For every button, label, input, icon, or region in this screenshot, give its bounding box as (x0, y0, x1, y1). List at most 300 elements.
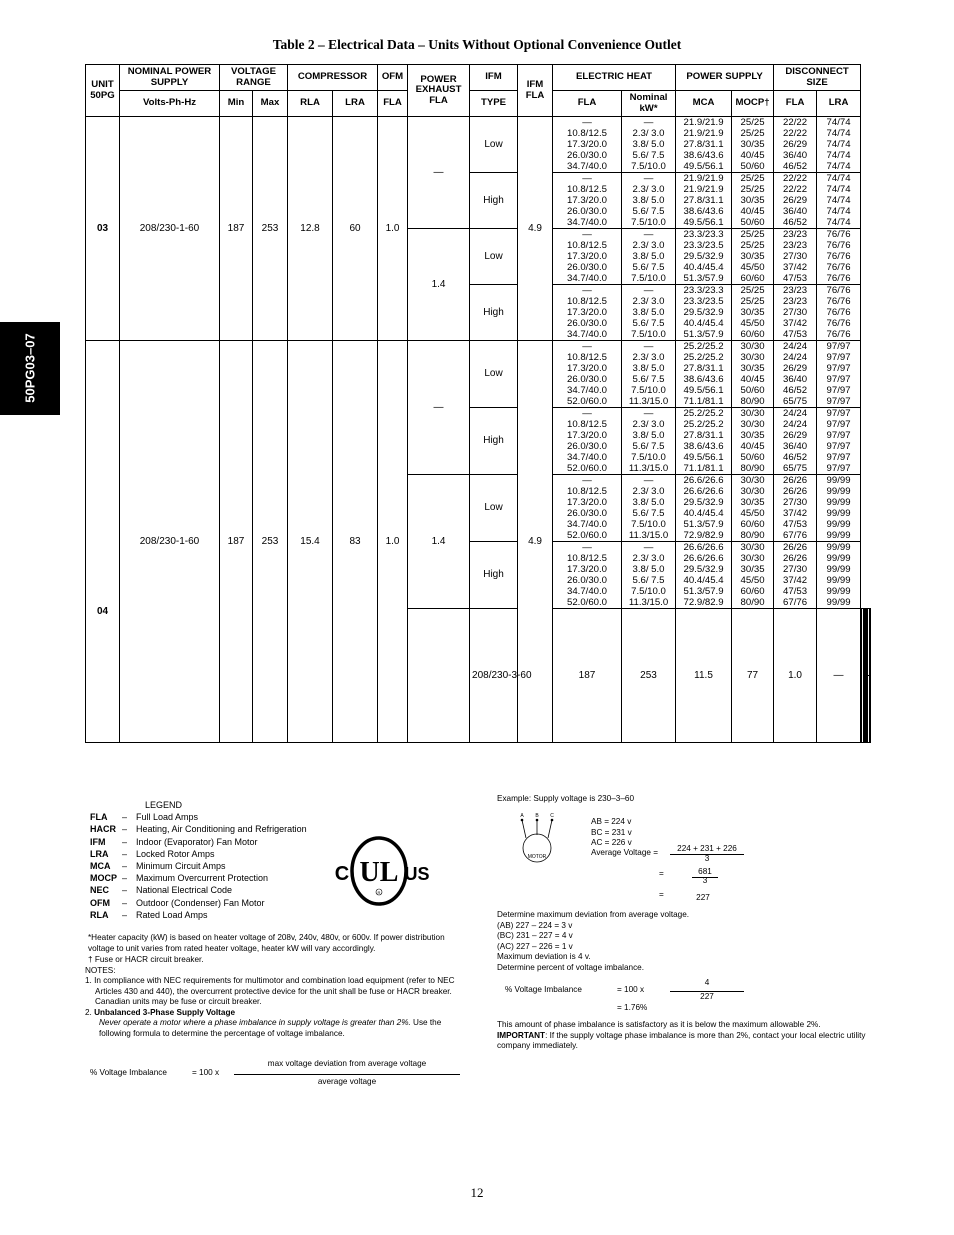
legend-dash: – (122, 897, 128, 908)
mca-cell: 27.8/31.1 (676, 363, 732, 374)
ds-fla-cell: 24/24 (774, 352, 817, 363)
side-tab (0, 322, 60, 415)
ds-fla-cell: 24/24 (774, 419, 817, 430)
ds-fla-cell: 37/42 (774, 262, 817, 273)
legend (90, 799, 307, 921)
motor-diagram (512, 810, 562, 865)
mca-cell: 49.5/56.1 (676, 452, 732, 463)
legend-dash: – (122, 909, 128, 920)
imbalance-label: % Voltage Imbalance (505, 985, 582, 994)
ofm-fla-cell: 1.0 (378, 117, 408, 341)
ds-lra-cell: 74/74 (817, 117, 861, 129)
ds-lra-cell (869, 709, 870, 720)
mca-cell: 23.3/23.3 (676, 229, 732, 241)
mocp-cell: 60/60 (732, 586, 774, 597)
eh-fla-cell: — (553, 475, 622, 487)
max-cell: 253 (253, 341, 288, 743)
legend-item (90, 897, 307, 909)
page-number: 12 (470, 1185, 484, 1200)
mocp-cell: 45/50 (732, 575, 774, 586)
legend-item (90, 909, 307, 921)
note-2-num: 2. (85, 1007, 92, 1017)
legend-text: Maximum Overcurrent Protection (136, 873, 269, 884)
ds-fla-cell: 27/30 (774, 251, 817, 262)
ds-fla-cell: 22/22 (774, 184, 817, 195)
mocp-cell: 50/60 (732, 161, 774, 173)
mca-cell: 26.6/26.6 (676, 542, 732, 554)
step-6: Determine percent of voltage imbalance. (497, 962, 644, 972)
imbalance-eq: = 100 x (617, 985, 645, 994)
eh-kw-cell: 3.8/ 5.0 (622, 251, 676, 262)
legend-dash: – (122, 812, 128, 823)
eh-fla-cell: — (553, 229, 622, 241)
eh-fla-cell: 17.3/20.0 (553, 139, 622, 150)
eh-fla-cell: 34.7/40.0 (553, 586, 622, 597)
eh-kw-cell: 5.6/ 7.5 (622, 206, 676, 217)
ifm-type-cell: High (470, 542, 518, 609)
ds-lra-cell: 74/74 (817, 161, 861, 173)
legend-dash: – (122, 873, 128, 884)
rla-cell: 12.8 (288, 117, 333, 341)
ifm-type-cell: Low (470, 341, 518, 408)
example-ac: AC = 226 v (591, 838, 632, 847)
supply-cell: 208/230-3-60 (470, 609, 518, 743)
conclusion (497, 1020, 877, 1052)
eh-kw-cell: 3.8/ 5.0 (622, 564, 676, 575)
mca-cell: 51.3/57.9 (676, 519, 732, 530)
ds-fla-cell: 46/52 (774, 385, 817, 396)
side-tab-label: 50PG03–07 (22, 333, 38, 403)
power-exhaust-cell: 1.4 (408, 475, 470, 609)
eh-fla-cell: 52.0/60.0 (553, 396, 622, 408)
note-heater: *Heater capacity (kW) is based on heater voltage of 208v, 240v, 480v, or 600v. If power distribution voltage to unit varies from rated heater voltage, heater kW will vary accordingly. (88, 933, 445, 953)
legend-item (90, 836, 307, 848)
ds-fla-cell: 37/42 (774, 508, 817, 519)
max-cell: 253 (253, 117, 288, 341)
eh-fla-cell: 17.3/20.0 (553, 307, 622, 318)
eh-kw-cell: 7.5/10.0 (622, 385, 676, 396)
legend-text: Rated Load Amps (136, 909, 208, 920)
mca-cell: 25.2/25.2 (676, 408, 732, 420)
legend-text: Full Load Amps (136, 812, 199, 823)
mca-cell: 21.9/21.9 (676, 128, 732, 139)
note-2-italic: Never operate a motor where a phase imbalance in supply voltage is greater than 2%. (99, 1018, 411, 1027)
ds-lra-cell (869, 620, 870, 631)
example-ab: AB = 224 v (591, 817, 632, 826)
eh-kw-cell: 2.3/ 3.0 (622, 184, 676, 195)
ds-lra-cell: 97/97 (817, 408, 861, 420)
mca-cell: 26.6/26.6 (676, 475, 732, 487)
unit-cell (408, 609, 470, 743)
eh-fla-cell: 34.7/40.0 (553, 161, 622, 173)
step-2: (AB) 227 – 224 = 3 v (497, 920, 573, 930)
mocp-cell: 60/60 (732, 519, 774, 530)
legend-abbr: RLA (90, 909, 109, 920)
ds-lra-cell (869, 731, 870, 743)
th-ofm: OFM (378, 65, 408, 91)
mocp-cell: 45/50 (732, 262, 774, 273)
eh-kw-cell: 3.8/ 5.0 (622, 195, 676, 206)
legend-text: Outdoor (Condenser) Fan Motor (136, 897, 265, 908)
ds-lra-cell: 74/74 (817, 195, 861, 206)
mocp-cell: 30/30 (732, 553, 774, 564)
mca-cell: 40.4/45.4 (676, 262, 732, 273)
mca-cell: 40.4/45.4 (676, 508, 732, 519)
conclusion-1: This amount of phase imbalance is satisfactory as it is below the maximum allowable 2%. (497, 1020, 821, 1029)
eh-kw-cell: 3.8/ 5.0 (622, 497, 676, 508)
mca-cell: 27.8/31.1 (676, 195, 732, 206)
eh-fla-cell: 10.8/12.5 (553, 419, 622, 430)
formula-eq: = 100 x (192, 1068, 220, 1077)
ds-fla-cell: 24/24 (774, 408, 817, 420)
mca-cell: 40.4/45.4 (676, 318, 732, 329)
mca-cell: 40.4/45.4 (676, 575, 732, 586)
mca-cell: 49.5/56.1 (676, 161, 732, 173)
avg-eq2: = (659, 890, 664, 899)
mca-cell: 25.2/25.2 (676, 341, 732, 353)
eh-kw-cell: 5.6/ 7.5 (622, 508, 676, 519)
ds-lra-cell: 99/99 (817, 553, 861, 564)
ds-fla-cell: 47/53 (774, 329, 817, 341)
formula-label: % Voltage Imbalance (90, 1068, 167, 1077)
frac2-denominator: 3 (702, 876, 708, 885)
legend-item (90, 884, 307, 896)
legend-abbr: IFM (90, 836, 106, 847)
power-exhaust-cell: — (817, 609, 861, 743)
eh-fla-cell: 34.7/40.0 (553, 519, 622, 530)
table-row (86, 117, 871, 129)
ds-fla-cell: 37/42 (774, 318, 817, 329)
ds-fla-cell: 47/53 (774, 519, 817, 530)
imbalance-result: = 1.76% (617, 1003, 648, 1012)
deviation-steps (497, 910, 689, 973)
ds-fla-cell: 46/52 (774, 452, 817, 463)
mca-cell: 23.3/23.5 (676, 240, 732, 251)
eh-fla-cell: 52.0/60.0 (553, 530, 622, 542)
eh-kw-cell: — (622, 173, 676, 185)
th-volts-ph-hz: Volts-Ph-Hz (120, 91, 220, 117)
ofm-fla-cell: 1.0 (774, 609, 817, 743)
ds-fla-cell: 26/29 (774, 195, 817, 206)
ds-lra-cell: 74/74 (817, 128, 861, 139)
mca-cell: 29.5/32.9 (676, 497, 732, 508)
eh-fla-cell: 34.7/40.0 (553, 329, 622, 341)
eh-kw-cell: 5.6/ 7.5 (622, 318, 676, 329)
unit-cell: 03 (86, 117, 120, 341)
ds-lra-cell: 99/99 (817, 564, 861, 575)
formula-fraction-line (234, 1074, 460, 1075)
ds-lra-cell: 99/99 (817, 586, 861, 597)
ds-fla-cell: 24/24 (774, 341, 817, 353)
ds-lra-cell: 99/99 (817, 508, 861, 519)
ifm-type-cell: High (470, 285, 518, 341)
ds-lra-cell (869, 642, 870, 653)
ds-fla-cell: 23/23 (774, 285, 817, 297)
th-unit: UNIT 50PG (86, 65, 120, 117)
eh-kw-cell: 7.5/10.0 (622, 452, 676, 463)
legend-abbr: NEC (90, 885, 110, 896)
power-exhaust-cell: — (408, 341, 470, 475)
avg-denominator: 3 (704, 854, 710, 863)
mca-cell: 49.5/56.1 (676, 385, 732, 396)
eh-fla-cell: 17.3/20.0 (553, 497, 622, 508)
ul-logo-right: US (404, 864, 430, 884)
eh-kw-cell: 7.5/10.0 (622, 217, 676, 229)
ds-fla-cell: 47/53 (774, 273, 817, 285)
legend-abbr: MOCP (90, 873, 117, 884)
mocp-cell: 25/25 (732, 285, 774, 297)
ds-fla-cell: 22/22 (774, 128, 817, 139)
avg-eq1: = (659, 869, 664, 878)
mca-cell: 21.9/21.9 (676, 184, 732, 195)
lra-cell: 77 (732, 609, 774, 743)
imbalance-numerator: 4 (704, 978, 710, 987)
ul-certification-logo (334, 835, 430, 907)
important-label: IMPORTANT (497, 1030, 546, 1040)
mca-cell: 71.1/81.1 (676, 463, 732, 475)
mocp-cell: 80/90 (732, 396, 774, 408)
notes-block (85, 933, 460, 1039)
th-compressor: COMPRESSOR (288, 65, 378, 91)
mocp-cell: 50/60 (732, 385, 774, 396)
mca-cell: 51.3/57.9 (676, 273, 732, 285)
ds-lra-cell (869, 687, 870, 698)
eh-fla-cell: 52.0/60.0 (553, 597, 622, 609)
ds-fla-cell: 65/75 (774, 396, 817, 408)
ds-fla-cell: 27/30 (774, 497, 817, 508)
eh-kw-cell: 7.5/10.0 (622, 329, 676, 341)
eh-kw-cell: — (622, 475, 676, 487)
legend-abbr: MCA (90, 861, 111, 872)
mocp-cell: 40/45 (732, 441, 774, 452)
mocp-cell: 25/25 (732, 184, 774, 195)
mca-cell: 21.9/21.9 (676, 173, 732, 185)
ds-lra-cell (869, 653, 870, 664)
eh-kw-cell: 11.3/15.0 (622, 530, 676, 542)
ds-lra-cell (869, 664, 870, 676)
legend-item (90, 860, 307, 872)
eh-fla-cell: 10.8/12.5 (553, 184, 622, 195)
avg-numerator: 224 + 231 + 226 (677, 844, 737, 853)
th-nominal-power-supply: NOMINAL POWER SUPPLY (120, 65, 220, 91)
ds-lra-cell: 97/97 (817, 363, 861, 374)
legend-items (90, 811, 307, 921)
notes-heading: NOTES: (85, 965, 116, 975)
ds-lra-cell: 99/99 (817, 597, 861, 609)
ds-lra-cell: 97/97 (817, 441, 861, 452)
ds-fla-cell: 26/29 (774, 363, 817, 374)
ds-lra-cell: 97/97 (817, 430, 861, 441)
legend-abbr: LRA (90, 848, 109, 859)
formula-denominator: average voltage (317, 1077, 377, 1086)
ifm-type-cell: Low (470, 475, 518, 542)
ds-lra-cell: 74/74 (817, 173, 861, 185)
legend-text: Heating, Air Conditioning and Refrigeration (136, 824, 307, 835)
th-ifm-fla: IFM FLA (518, 65, 553, 117)
mca-cell: 23.3/23.3 (676, 285, 732, 297)
eh-fla-cell: 26.0/30.0 (553, 262, 622, 273)
lra-cell: 83 (333, 341, 378, 743)
eh-kw-cell: — (622, 542, 676, 554)
legend-text: National Electrical Code (136, 885, 233, 896)
ul-logo-small: R (377, 890, 381, 895)
legend-text: Minimum Circuit Amps (136, 861, 226, 872)
ds-lra-cell: 74/74 (817, 217, 861, 229)
ds-lra-cell: 74/74 (817, 206, 861, 217)
th-mocp: MOCP† (732, 91, 774, 117)
lra-cell: 60 (333, 117, 378, 341)
mocp-cell: 30/35 (732, 139, 774, 150)
min-cell: 187 (553, 609, 622, 743)
ds-lra-cell: 99/99 (817, 475, 861, 487)
eh-fla-cell: 17.3/20.0 (553, 195, 622, 206)
important-text: : If the supply voltage phase imbalance is more than 2%, contact your local electric utility company immediately. (497, 1030, 866, 1050)
ds-fla-cell: 36/40 (774, 374, 817, 385)
eh-fla-cell: 17.3/20.0 (553, 251, 622, 262)
eh-fla-cell: 26.0/30.0 (553, 318, 622, 329)
eh-fla-cell: 26.0/30.0 (553, 150, 622, 161)
eh-kw-cell: 3.8/ 5.0 (622, 139, 676, 150)
ofm-fla-cell: 1.0 (378, 341, 408, 743)
mocp-cell: 30/35 (732, 564, 774, 575)
ds-fla-cell: 36/40 (774, 206, 817, 217)
example-intro: Example: Supply voltage is 230–3–60 (497, 794, 635, 803)
ds-lra-cell: 76/76 (817, 273, 861, 285)
mocp-cell: 30/30 (732, 486, 774, 497)
mocp-cell: 80/90 (732, 597, 774, 609)
ds-fla-cell: 27/30 (774, 307, 817, 318)
legend-abbr: OFM (90, 897, 110, 908)
step-4: (AC) 227 – 226 = 1 v (497, 941, 573, 951)
th-rla: RLA (288, 91, 333, 117)
mocp-cell: 30/35 (732, 497, 774, 508)
mca-cell: 38.6/43.6 (676, 374, 732, 385)
eh-fla-cell: 34.7/40.0 (553, 385, 622, 396)
eh-kw-cell: — (622, 285, 676, 297)
ds-fla-cell: 23/23 (774, 229, 817, 241)
ds-fla-cell: 36/40 (774, 150, 817, 161)
mca-cell: 38.6/43.6 (676, 206, 732, 217)
motor-label: MOTOR (527, 854, 547, 860)
ds-lra-cell: 76/76 (817, 251, 861, 262)
ds-fla-cell: 23/23 (774, 240, 817, 251)
ds-lra-cell: 76/76 (817, 285, 861, 297)
mocp-cell: 30/30 (732, 352, 774, 363)
eh-kw-cell: 11.3/15.0 (622, 463, 676, 475)
eh-fla-cell: 17.3/20.0 (553, 363, 622, 374)
imbalance-formula (90, 1060, 460, 1090)
eh-fla-cell: 10.8/12.5 (553, 486, 622, 497)
ul-logo-left: C (334, 863, 350, 885)
mocp-cell: 25/25 (732, 173, 774, 185)
ifm-type-cell: Low (470, 229, 518, 285)
eh-kw-cell: 2.3/ 3.0 (622, 352, 676, 363)
ds-lra-cell: 76/76 (817, 329, 861, 341)
ifm-type-cell (861, 676, 862, 743)
ds-lra-cell: 74/74 (817, 184, 861, 195)
eh-fla-cell: 17.3/20.0 (553, 430, 622, 441)
unit-cell: 04 (86, 341, 120, 743)
ifm-type-cell: High (470, 173, 518, 229)
ds-lra-cell: 76/76 (817, 262, 861, 273)
table-row (86, 341, 871, 353)
electrical-data-table (85, 64, 871, 743)
th-eh-kw: Nominal kW* (622, 91, 676, 117)
mca-cell: 72.9/82.9 (676, 597, 732, 609)
eh-fla-cell: 10.8/12.5 (553, 296, 622, 307)
mca-cell: 29.5/32.9 (676, 251, 732, 262)
th-disconnect-size: DISCONNECT SIZE (774, 65, 861, 91)
ds-fla-cell: 26/26 (774, 542, 817, 554)
eh-fla-cell: 26.0/30.0 (553, 575, 622, 586)
eh-fla-cell: 34.7/40.0 (553, 217, 622, 229)
min-cell: 187 (220, 341, 253, 743)
eh-kw-cell: 2.3/ 3.0 (622, 128, 676, 139)
eh-fla-cell: 34.7/40.0 (553, 452, 622, 463)
ds-fla-cell: 22/22 (774, 117, 817, 129)
rla-cell: 15.4 (288, 341, 333, 743)
motor-label-b: B (535, 813, 539, 819)
mca-cell: 29.5/32.9 (676, 564, 732, 575)
max-cell: 253 (622, 609, 676, 743)
mocp-cell: 60/60 (732, 273, 774, 285)
mca-cell: 51.3/57.9 (676, 329, 732, 341)
ds-lra-cell: 99/99 (817, 486, 861, 497)
th-mca: MCA (676, 91, 732, 117)
ds-lra-cell: 97/97 (817, 341, 861, 353)
ds-lra-cell: 76/76 (817, 240, 861, 251)
mocp-cell: 45/50 (732, 318, 774, 329)
step-5: Maximum deviation is 4 v. (497, 952, 591, 961)
ds-lra-cell (869, 609, 870, 621)
power-exhaust-cell: 1.4 (408, 229, 470, 341)
ds-lra-cell: 97/97 (817, 463, 861, 475)
eh-fla-cell: — (553, 117, 622, 129)
th-ds-fla: FLA (774, 91, 817, 117)
note-2-rest: Use the following formula to determine the percentage of voltage imbalance. (99, 1018, 442, 1038)
ifm-type-cell: Low (470, 117, 518, 173)
mocp-cell: 60/60 (732, 329, 774, 341)
legend-text: Indoor (Evaporator) Fan Motor (136, 836, 258, 847)
th-electric-heat: ELECTRIC HEAT (553, 65, 676, 91)
mca-cell: 21.9/21.9 (676, 117, 732, 129)
power-exhaust-cell: — (408, 117, 470, 229)
mocp-cell: 50/60 (732, 217, 774, 229)
mocp-cell: 30/35 (732, 307, 774, 318)
ds-lra-cell: 76/76 (817, 318, 861, 329)
legend-dash: – (122, 885, 128, 896)
example-voltages (591, 817, 632, 849)
ds-fla-cell: 26/29 (774, 139, 817, 150)
mca-cell: 49.5/56.1 (676, 217, 732, 229)
mocp-cell: 45/50 (732, 508, 774, 519)
ifm-type-cell: High (470, 408, 518, 475)
ds-lra-cell (869, 720, 870, 731)
mocp-cell: 25/25 (732, 240, 774, 251)
avg-result: 227 (696, 893, 710, 902)
eh-fla-cell: 10.8/12.5 (553, 240, 622, 251)
eh-kw-cell: 3.8/ 5.0 (622, 363, 676, 374)
ds-lra-cell: 99/99 (817, 497, 861, 508)
mca-cell: 38.6/43.6 (676, 150, 732, 161)
th-power-supply: POWER SUPPLY (676, 65, 774, 91)
min-cell: 187 (220, 117, 253, 341)
mocp-cell: 30/35 (732, 195, 774, 206)
eh-kw-cell: 2.3/ 3.0 (622, 486, 676, 497)
mca-cell: 29.5/32.9 (676, 307, 732, 318)
mca-cell: 25.2/25.2 (676, 352, 732, 363)
mocp-cell: 25/25 (732, 117, 774, 129)
